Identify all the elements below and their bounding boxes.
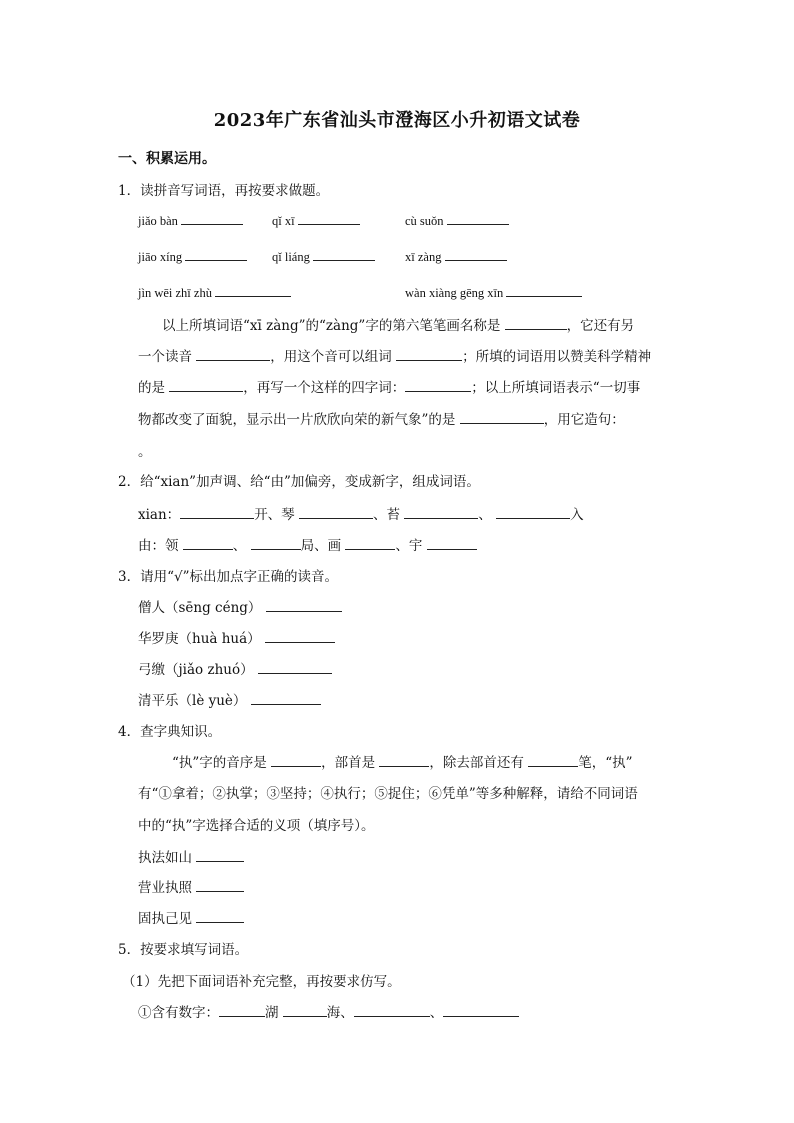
answer-blank[interactable] — [266, 597, 342, 612]
q3-item-3: 弓缴（jiǎo zhuó） — [138, 658, 332, 678]
q1-para-line-2: 一个读音 ，用这个音可以组词 ；所填的词语用以赞美科学精神 — [138, 345, 651, 365]
q1-heading: 1．读拼音写词语，再按要求做题。 — [118, 183, 330, 199]
answer-blank[interactable] — [354, 1002, 430, 1017]
answer-blank[interactable] — [505, 315, 567, 330]
answer-blank[interactable] — [169, 377, 243, 392]
q3-heading: 3．请用“√”标出加点字正确的读音。 — [118, 569, 338, 585]
q1-para-line-3: 的是 ，再写一个这样的四字词： ；以上所填词语表示“一切事 — [138, 376, 640, 396]
answer-blank[interactable] — [196, 877, 244, 892]
pinyin-text: jiǎo bàn — [138, 214, 178, 228]
q2-line-1: xian： 开、琴 、苔 、 入 — [138, 503, 584, 523]
pinyin-text: xī zàng — [405, 250, 442, 264]
answer-blank[interactable] — [345, 535, 395, 550]
answer-blank[interactable] — [528, 752, 578, 767]
q3-item-4: 清平乐（lè yuè） — [138, 689, 321, 709]
answer-blank[interactable] — [506, 282, 582, 297]
q4-item-2: 营业执照 — [138, 876, 244, 896]
answer-blank[interactable] — [196, 847, 244, 862]
answer-blank[interactable] — [460, 409, 544, 424]
answer-blank[interactable] — [265, 628, 335, 643]
q4-item-3: 固执己见 — [138, 907, 244, 927]
answer-blank[interactable] — [271, 752, 321, 767]
answer-blank[interactable] — [443, 1002, 519, 1017]
section-heading-1: 一、积累运用。 — [118, 151, 216, 167]
answer-blank[interactable] — [405, 377, 471, 392]
q5-heading: 5．按要求填写词语。 — [118, 942, 249, 958]
q5-sub-1: （1）先把下面词语补充完整，再按要求仿写。 — [122, 974, 401, 990]
answer-blank[interactable] — [427, 535, 477, 550]
answer-blank[interactable] — [196, 908, 244, 923]
answer-blank[interactable] — [379, 752, 429, 767]
q3-item-2: 华罗庚（huà huá） — [138, 627, 335, 647]
pinyin-text: jiāo xíng — [138, 250, 183, 264]
answer-blank[interactable] — [251, 690, 321, 705]
q1-para-line-5: 。 — [138, 444, 152, 460]
q2-heading: 2．给“xian”加声调、给“由”加偏旁，变成新字，组成词语。 — [118, 474, 480, 490]
answer-blank[interactable] — [447, 210, 509, 225]
q1-pinyin-7 — [138, 282, 291, 301]
answer-blank[interactable] — [313, 246, 375, 261]
answer-blank[interactable] — [183, 535, 233, 550]
pinyin-text: jìn wēi zhī zhù — [138, 286, 212, 300]
q1-pinyin-6 — [405, 246, 507, 265]
pinyin-text: cù suǒn — [405, 214, 444, 228]
q4-para-line-2: 有“①拿着；②执掌；③坚持；④执行；⑤捉住；⑥凭单”等多种解释，请给不同词语 — [138, 786, 638, 802]
answer-blank[interactable] — [298, 210, 360, 225]
answer-blank[interactable] — [181, 210, 243, 225]
answer-blank[interactable] — [258, 659, 332, 674]
q1-para-line-4: 物都改变了面貌，显示出一片欣欣向荣的新气象”的是 ，用它造句： — [138, 408, 625, 428]
q4-item-1: 执法如山 — [138, 846, 244, 866]
q2-line-2: 由：领 、 局、画 、宇 — [138, 534, 477, 554]
q1-pinyin-5 — [272, 246, 375, 265]
answer-blank[interactable] — [299, 504, 373, 519]
q1-pinyin-4 — [138, 246, 247, 265]
pinyin-text: wàn xiàng gēng xīn — [405, 286, 504, 300]
answer-blank[interactable] — [251, 535, 301, 550]
answer-blank[interactable] — [215, 282, 291, 297]
answer-blank[interactable] — [196, 346, 270, 361]
q1-pinyin-1 — [138, 210, 243, 229]
q5-line-1: ①含有数字： 湖 海、 、 — [138, 1001, 519, 1021]
answer-blank[interactable] — [219, 1002, 265, 1017]
answer-blank[interactable] — [404, 504, 478, 519]
q4-heading: 4．查字典知识。 — [118, 724, 222, 740]
answer-blank[interactable] — [283, 1002, 327, 1017]
q1-para-line-1: 以上所填词语“xī zàng”的“zàng”字的第六笔笔画名称是 ，它还有另 — [162, 314, 634, 334]
q4-para-line-1: “执”字的音序是 ，部首是 ，除去部首还有 笔，“执” — [172, 751, 633, 771]
q4-para-line-3: 中的“执”字选择合适的义项（填序号）。 — [138, 818, 375, 834]
page-title: 2023年广东省汕头市澄海区小升初语文试卷 — [213, 110, 581, 131]
answer-blank[interactable] — [396, 346, 462, 361]
q1-pinyin-3 — [405, 210, 509, 229]
answer-blank[interactable] — [496, 504, 570, 519]
answer-blank[interactable] — [185, 246, 247, 261]
q1-pinyin-8 — [405, 282, 582, 301]
answer-blank[interactable] — [180, 504, 254, 519]
pinyin-text: qǐ liáng — [272, 250, 310, 264]
answer-blank[interactable] — [445, 246, 507, 261]
q3-item-1: 僧人（sēng céng） — [138, 596, 342, 616]
pinyin-text: qǐ xī — [272, 214, 295, 228]
q1-pinyin-2 — [272, 210, 360, 229]
